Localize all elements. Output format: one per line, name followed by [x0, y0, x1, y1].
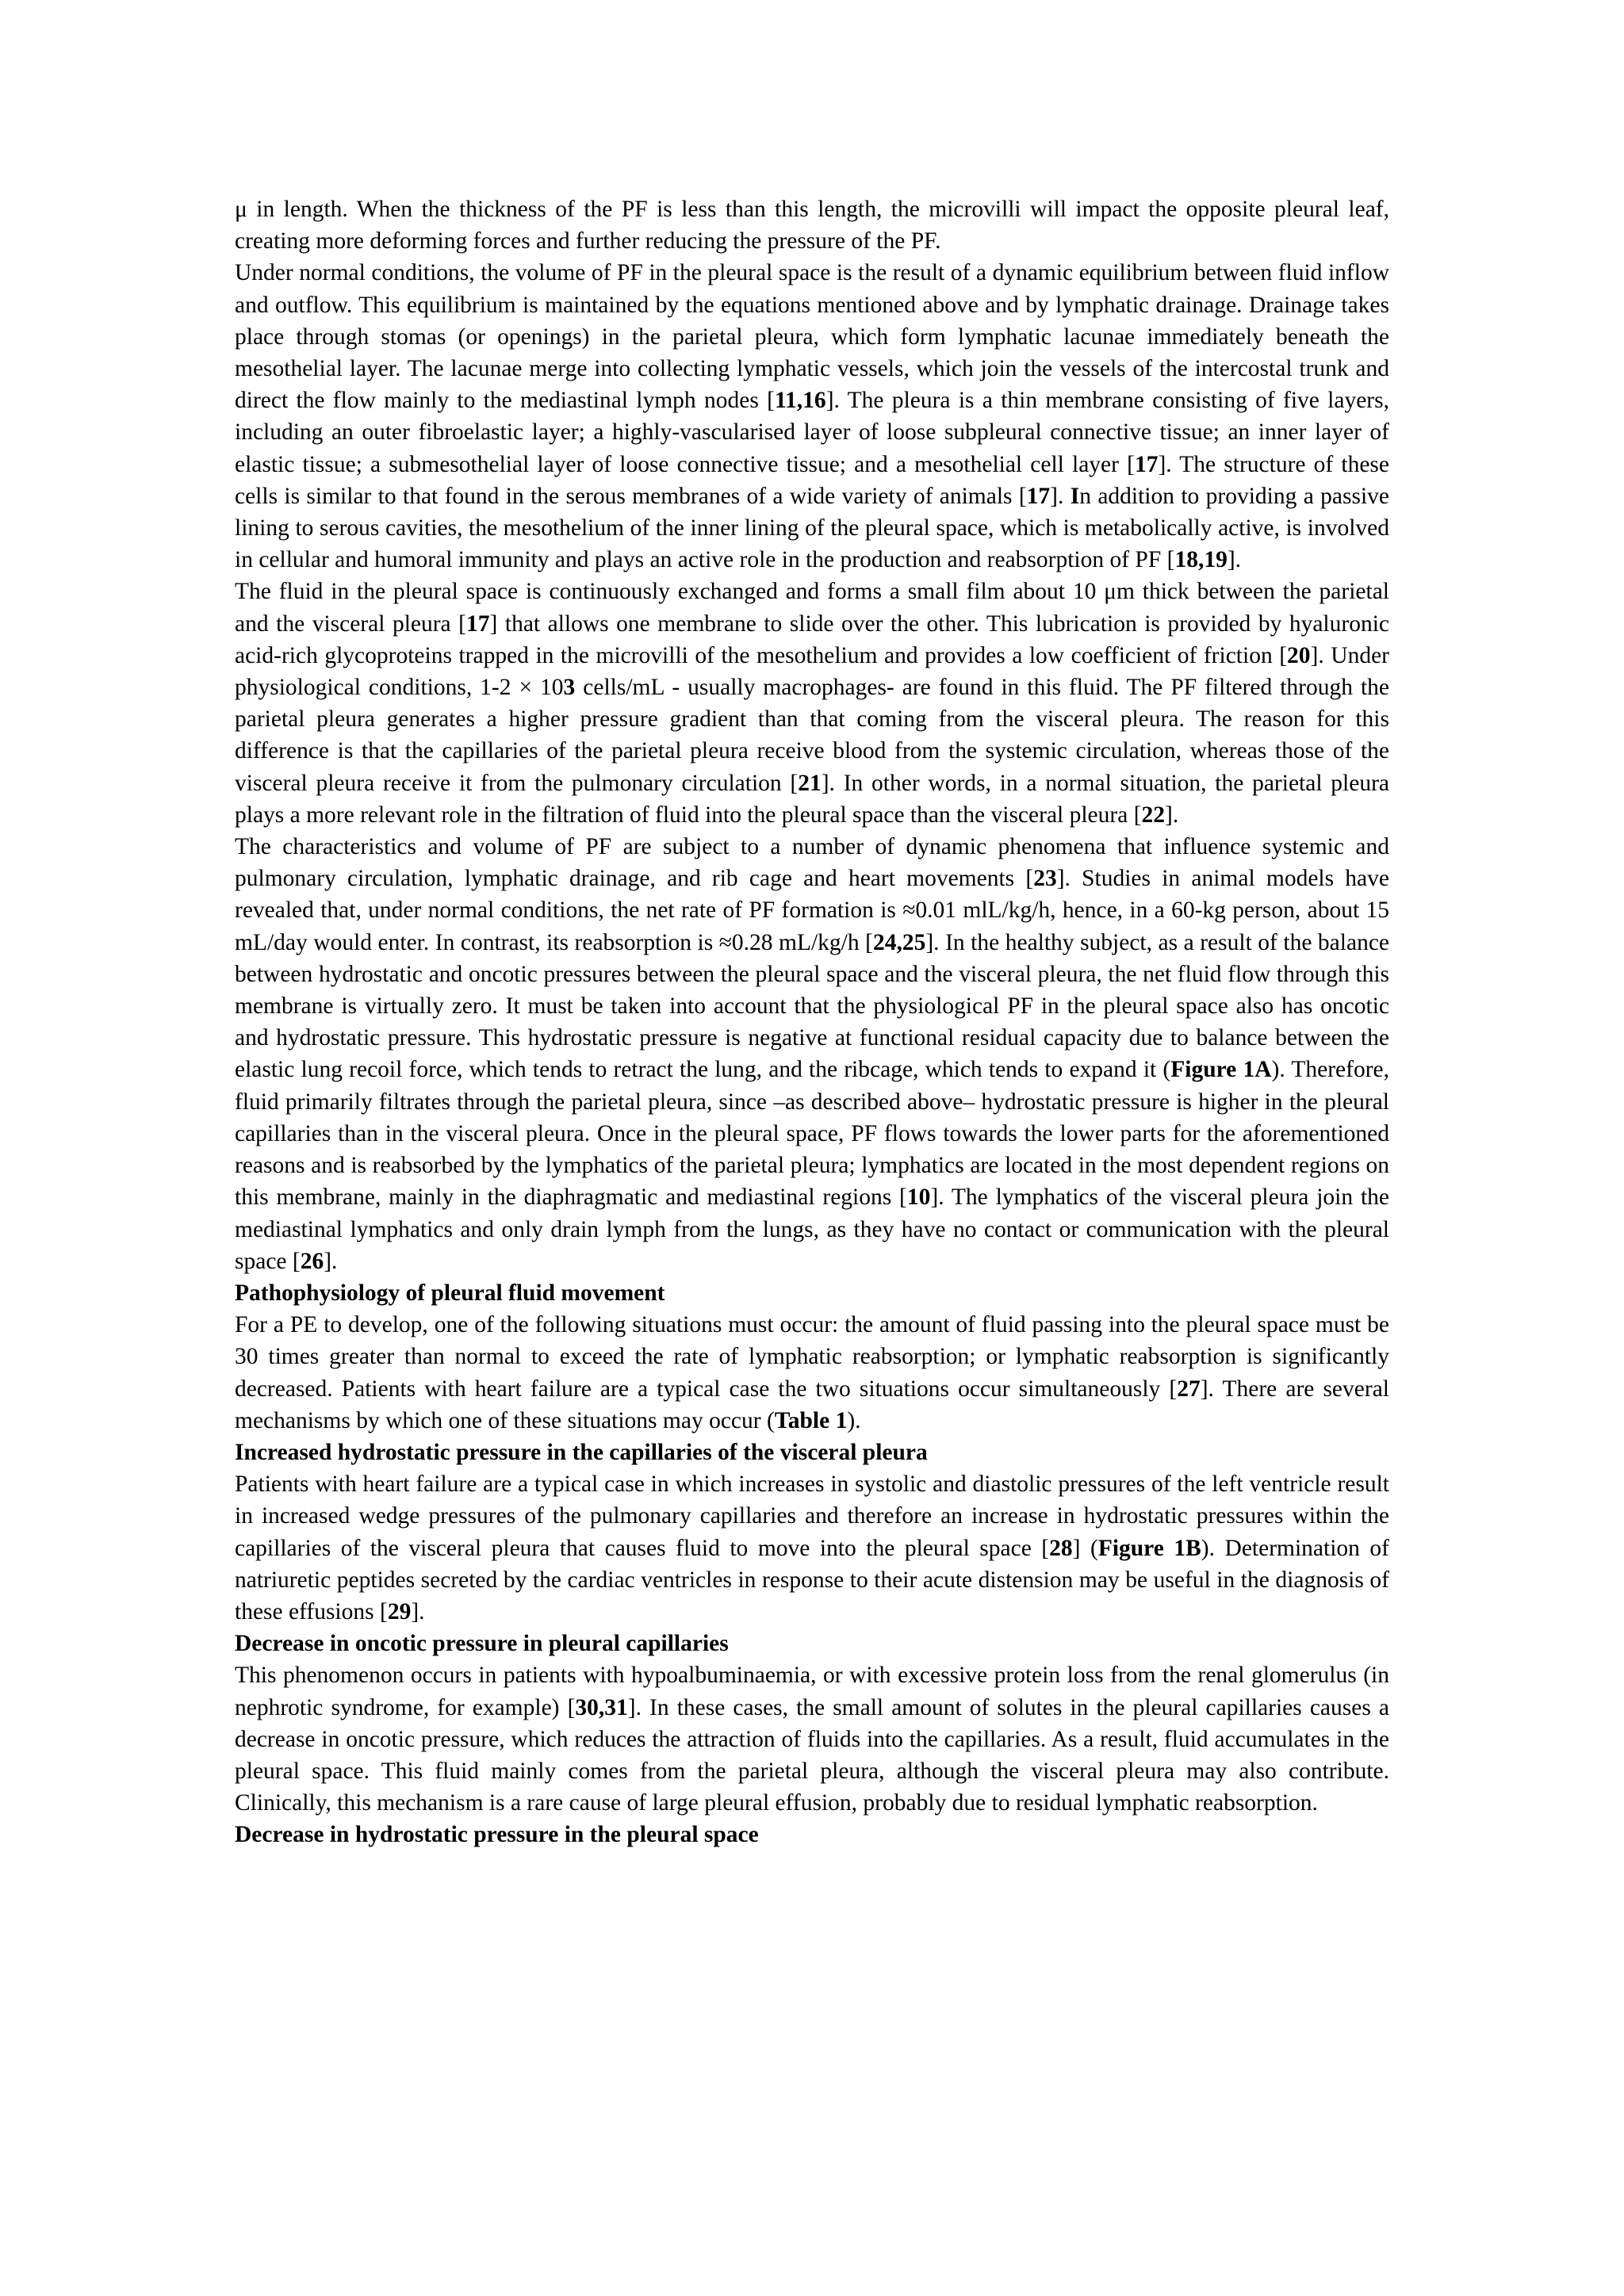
text-run: ]. In the healthy subject, as a result of the balance between hydrostatic and oncotic pressures between the pleural space and the visceral pleura, the net fluid flow through this membrane is virtually zero. It must be taken into account that the physiological PF in the pleural space also has oncotic and hydrostatic pressure. This hydrostatic pressure is negative at functional residual capacity due to balance between the elastic lung recoil force, which tends to retract the lung, and the ribcage, which tends to expand it ( — [235, 929, 1390, 1083]
bold-reference: 23 — [1033, 866, 1057, 892]
body-paragraph — [235, 831, 1389, 1277]
bold-reference: 27 — [1177, 1376, 1201, 1402]
text-run: Decrease in hydrostatic pressure in the pleural space — [235, 1822, 759, 1848]
text-run: μ in length. When the thickness of the PF is less than this length, the microvilli will impact the opposite pleural leaf, creating more deforming forces and further reducing the pressure of the PF. — [235, 197, 1389, 254]
text-run: Increased hydrostatic pressure in the capillaries of the visceral pleura — [235, 1439, 928, 1465]
text-run: ]. Under physiological conditions, 1-2 × 10 — [235, 642, 1389, 701]
text-run: ]. In these cases, the small amount of solutes in the pleural capillaries causes a decrease in oncotic pressure, which reduces the attraction of fluids into the capillaries. As a result, fluid accumulates in the pleural space. This fluid mainly comes from the parietal pleura, although the visceral pleura may also contribute. Clinically, this mechanism is a rare cause of large pleural effusion, probably due to residual lymphatic reabsorption. — [235, 1694, 1389, 1816]
section-heading — [235, 1819, 1389, 1850]
text-run: ]. — [411, 1598, 425, 1624]
text-run: ]. The pleura is a thin membrane consisting of five layers, including an outer fibroelastic layer; a highly-vascularised layer of loose subpleural connective tissue; an inner layer of elastic tissue; a submesothelial layer of loose connective tissue; and a mesothelial cell layer [ — [235, 388, 1389, 477]
text-run: ]. — [1165, 802, 1179, 828]
bold-reference: 22 — [1141, 802, 1166, 828]
text-run: ). — [847, 1407, 861, 1433]
bold-reference: 26 — [300, 1248, 324, 1274]
text-run: Under normal conditions, the volume of PF in the pleural space is the result of a dynamic equilibrium between fluid inflow and outflow. This equilibrium is maintained by the equations mentioned above and by lymphatic drainage. Drainage takes place through stomas (or openings) in the parietal pleura, which form lymphatic lacunae immediately beneath the mesothelial layer. The lacunae merge into collecting lymphatic vessels, which join the vessels of the intercostal trunk and direct the flow mainly to the mediastinal lymph nodes [ — [235, 260, 1389, 414]
text-run: Decrease in oncotic pressure in pleural capillaries — [235, 1631, 729, 1657]
bold-reference: 28 — [1049, 1535, 1073, 1561]
text-run: ]. — [324, 1248, 338, 1274]
section-heading — [235, 1437, 1389, 1468]
bold-reference: 24,25 — [872, 929, 926, 955]
section-heading — [235, 1277, 1389, 1309]
text-run: ]. In other words, in a normal situation, the parietal pleura plays a more relevant role in the filtration of fluid into the pleural space than the visceral pleura [ — [235, 770, 1390, 828]
bold-reference: Figure 1B — [1097, 1535, 1201, 1561]
text-run: ] that allows one membrane to slide over the other. This lubrication is provided by hyaluronic acid-rich glycoproteins trapped in the microvilli of the mesothelium and provides a low coefficient of friction [ — [235, 610, 1389, 668]
body-paragraph — [235, 1468, 1389, 1628]
text-run: ). Determination of natriuretic peptides secreted by the cardiac ventricles in response to their acute distension may be useful in the diagnosis of these effusions [ — [235, 1535, 1389, 1624]
text-run: ] ( — [1072, 1535, 1098, 1561]
text-run: The fluid in the pleural space is continuously exchanged and forms a small film about 10 μm thick between the parietal and the visceral pleura [ — [235, 579, 1389, 637]
bold-reference: 30,31 — [575, 1694, 628, 1720]
body-paragraph — [235, 257, 1389, 576]
bold-reference: 17 — [1134, 451, 1159, 477]
bold-reference: 18,19 — [1174, 547, 1228, 573]
text-run: For a PE to develop, one of the following situations must occur: the amount of fluid passing into the pleural space must be 30 times greater than normal to exceed the rate of lymphatic reabsorption; or lymphatic reabsorption is significantly decreased. Patients with heart failure are a typical case the two situations occur simultaneously [ — [235, 1312, 1389, 1402]
bold-reference: 21 — [798, 770, 822, 796]
body-paragraph — [235, 193, 1389, 257]
text-run: The characteristics and volume of PF are subject to a number of dynamic phenomena that influence systemic and pulmonary circulation, lymphatic drainage, and rib cage and heart movements [ — [235, 834, 1389, 892]
bold-reference: 29 — [387, 1598, 412, 1624]
text-run: ]. — [1227, 547, 1242, 573]
bold-reference: 20 — [1287, 642, 1311, 668]
bold-reference: 17 — [466, 610, 490, 637]
text-run: ]. There are several mechanisms by which one of these situations may occur ( — [235, 1376, 1389, 1433]
bold-reference: 10 — [906, 1184, 931, 1211]
text-run: ). Therefore, fluid primarily filtrates through the parietal pleura, since –as described above– hydrostatic pressure is higher in the pleural capillaries than in the visceral pleura. Once in the pleural space, PF flows towards the lower parts for the aforementioned reasons and is reabsorbed by the lymphatics of the parietal pleura; lymphatics are located in the most dependent regions on this membrane, mainly in the diaphragmatic and mediastinal regions [ — [235, 1057, 1389, 1211]
text-run: This phenomenon occurs in patients with hypoalbuminaemia, or with excessive protein loss from the renal glomerulus (in nephrotic syndrome, for example) [ — [235, 1663, 1389, 1720]
bold-reference: Figure 1A — [1170, 1057, 1272, 1083]
text-run: ]. — [1050, 483, 1071, 509]
section-heading — [235, 1628, 1389, 1659]
text-run: Pathophysiology of pleural fluid movement — [235, 1280, 665, 1306]
text-run: cells/mL - usually macrophages- are found in this fluid. The PF filtered through the parietal pleura generates a higher pressure gradient than that coming from the visceral pleura. The reason for this difference is that the capillaries of the parietal pleura receive blood from the systemic circulation, whereas those of the visceral pleura receive it from the pulmonary circulation [ — [235, 675, 1389, 796]
text-run: ]. The structure of these cells is similar to that found in the serous membranes of a wide variety of animals [ — [235, 451, 1389, 509]
body-paragraph — [235, 576, 1389, 831]
text-run: ]. Studies in animal models have revealed that, under normal conditions, the net rate of PF formation is ≈0.01 mlL/kg/h, hence, in a 60-kg person, about 15 mL/day would enter. In contrast, its reabsorption is ≈0.28 mL/kg/h [ — [235, 866, 1389, 955]
bold-reference: 17 — [1026, 483, 1051, 509]
text-run: Patients with heart failure are a typical case in which increases in systolic and diastolic pressures of the left ventricle result in increased wedge pressures of the pulmonary capillaries and therefore an increase in hydrostatic pressures within the capillaries of the visceral pleura that causes fluid to move into the pleural space [ — [235, 1471, 1389, 1561]
body-paragraph — [235, 1309, 1389, 1437]
body-paragraph — [235, 1659, 1389, 1819]
bold-reference: Table 1 — [774, 1407, 848, 1433]
text-run: ]. The lymphatics of the visceral pleura join the mediastinal lymphatics and only drain lymph from the lungs, as they have no contact or communication with the pleural space [ — [235, 1184, 1389, 1274]
document-page — [235, 193, 1389, 1851]
bold-reference: 3 — [563, 675, 576, 701]
bold-reference: I — [1070, 483, 1080, 509]
text-run: n addition to providing a passive lining to serous cavities, the mesothelium of the inner lining of the pleural space, which is metabolically active, is involved in cellular and humoral immunity and plays an active role in the production and reabsorption of PF [ — [235, 483, 1389, 573]
bold-reference: 11,16 — [774, 388, 826, 414]
